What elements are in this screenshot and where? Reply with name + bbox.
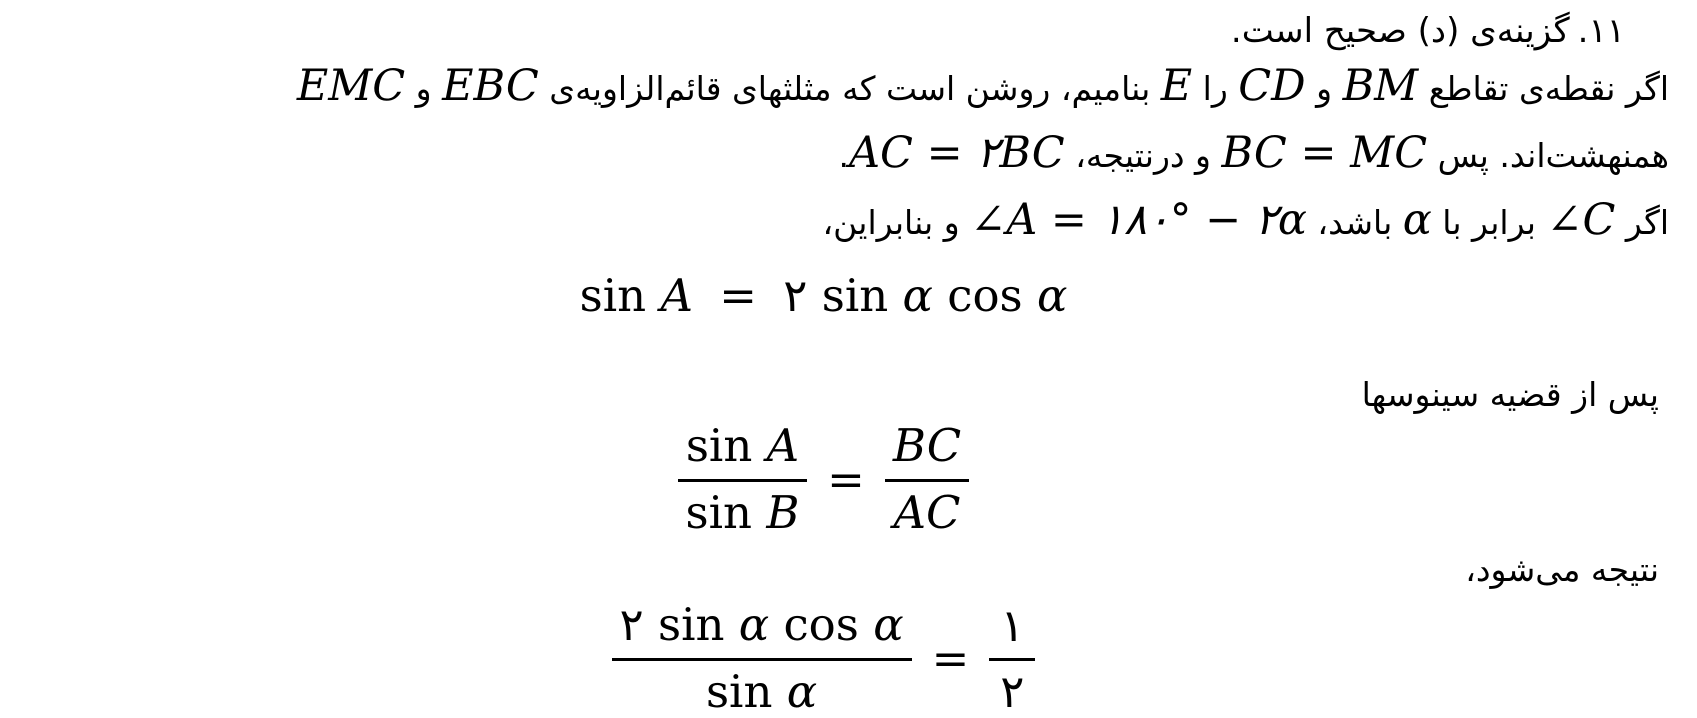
fraction-numerator: ۱ xyxy=(989,599,1035,661)
persian-text: را xyxy=(1192,69,1239,108)
math-function: sin xyxy=(685,419,753,472)
math-function: sin xyxy=(821,269,889,322)
math-function: sin xyxy=(705,665,773,718)
fraction-numerator: BC xyxy=(885,419,969,482)
math-variable: α xyxy=(1036,269,1068,322)
answer-text: گزینه‌ی (د) صحیح است. xyxy=(1230,11,1570,51)
inline-math: BM xyxy=(1342,61,1419,111)
fraction-lhs xyxy=(678,419,807,539)
inline-math: E xyxy=(1160,61,1193,111)
answer-statement xyxy=(0,8,1697,54)
inline-math: AC = ۲BC xyxy=(848,128,1065,178)
inline-math: CD xyxy=(1238,61,1306,111)
equals-sign: = xyxy=(827,452,865,506)
persian-text: و xyxy=(1305,69,1343,108)
persian-text: و بنابراین، xyxy=(822,203,971,242)
item-number: ۱۱. xyxy=(1577,11,1625,51)
inline-math: BC = MC xyxy=(1221,128,1428,178)
inline-math: EMC xyxy=(296,61,406,111)
conclusion-note: نتیجه می‌شود، xyxy=(1465,550,1659,589)
equation-sin-identity xyxy=(0,269,1672,322)
inline-math: ∠C xyxy=(1546,195,1616,245)
math-function: cos xyxy=(947,269,1023,322)
solution-paragraph-line-3 xyxy=(0,188,1697,255)
math-variable: B xyxy=(766,486,800,539)
solution-paragraph-line-2 xyxy=(0,121,1697,188)
math-function: sin xyxy=(658,598,725,651)
persian-text: اگر نقطه‌ی تقاطع xyxy=(1418,69,1669,108)
math-variable: α xyxy=(873,598,904,651)
fraction-numerator xyxy=(612,598,912,661)
fraction-denominator: ۲ xyxy=(1000,664,1025,718)
equation-final-ratio xyxy=(0,598,1672,718)
persian-text: و درنتیجه، xyxy=(1064,136,1222,175)
inline-math: EBC xyxy=(442,61,539,111)
fraction-numerator xyxy=(678,419,807,482)
inline-math: ∠A = ۱۸۰° − ۲α xyxy=(970,195,1307,245)
fraction-rhs xyxy=(989,599,1035,718)
math-variable: α xyxy=(738,598,770,651)
equals-sign: = xyxy=(719,269,757,322)
law-of-sines-note: پس از قضیه سینوسها xyxy=(1361,375,1659,414)
math-variable: A xyxy=(660,269,693,322)
fraction-denominator xyxy=(706,661,817,718)
math-function: cos xyxy=(783,598,859,651)
math-function: sin xyxy=(685,486,752,539)
persian-text: برابر با xyxy=(1431,203,1547,242)
fraction-denominator: AC xyxy=(893,486,961,539)
persian-text: بنامیم، روشن است که مثلثهای قائم‌الزاویه‌ی xyxy=(538,69,1161,108)
persian-text: اگر xyxy=(1615,203,1669,242)
math-function: sin xyxy=(579,269,647,322)
math-coefficient: ۲ xyxy=(783,269,808,322)
equation-sine-ratio xyxy=(0,419,1672,539)
math-coefficient: ۲ xyxy=(619,598,644,651)
math-variable: α xyxy=(902,269,933,322)
persian-text: باشد، xyxy=(1306,203,1403,242)
fraction-denominator xyxy=(686,482,800,539)
persian-text: و xyxy=(405,69,443,108)
solution-paragraph-line-1 xyxy=(0,54,1697,121)
equals-sign: = xyxy=(931,631,970,685)
fraction-lhs xyxy=(612,598,912,718)
inline-math: α xyxy=(1402,195,1432,245)
persian-text: . xyxy=(838,136,849,175)
math-variable: A xyxy=(766,419,800,472)
persian-text: همنهشت‌اند. پس xyxy=(1427,136,1669,175)
fraction-rhs xyxy=(885,419,969,539)
math-variable: α xyxy=(786,665,818,718)
